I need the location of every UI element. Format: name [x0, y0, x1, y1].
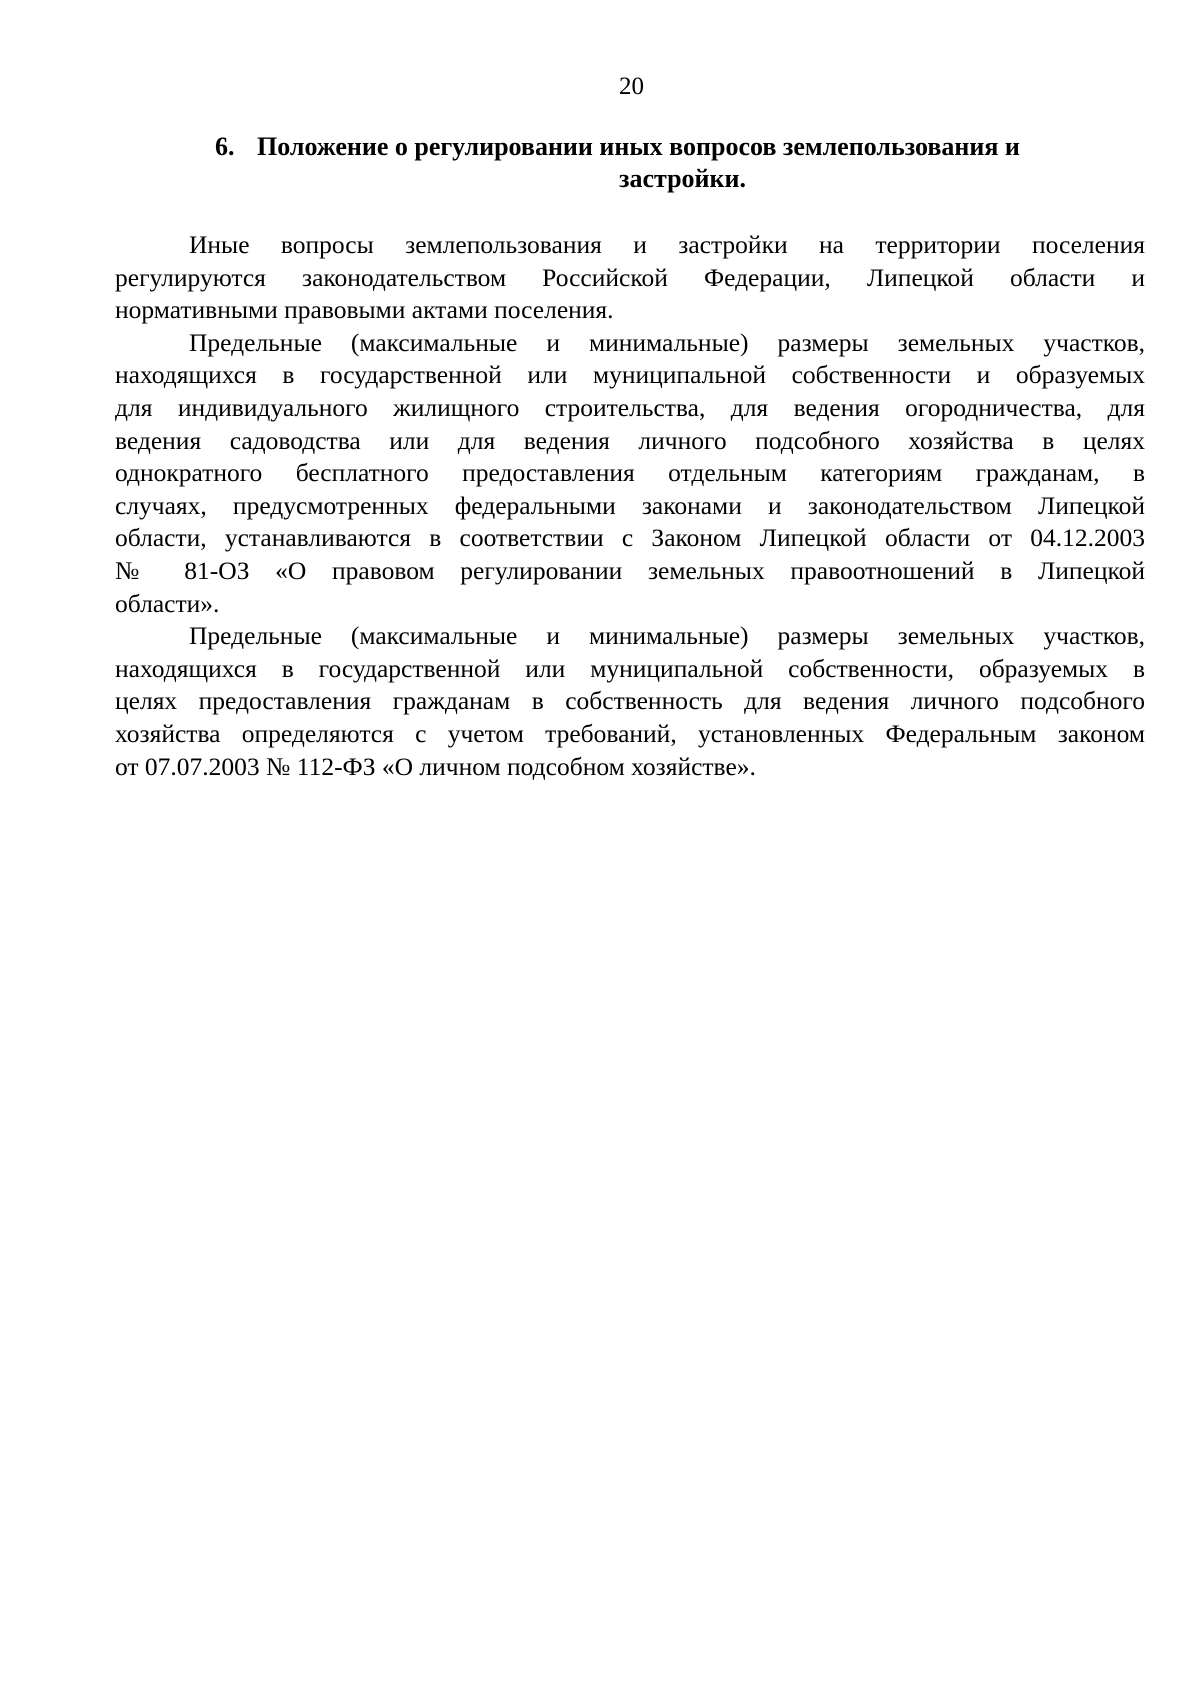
paragraph-line: Предельные (максимальные и минимальные) размеры земельных участков, — [189, 621, 1145, 651]
paragraph-line: Иные вопросы землепользования и застройки на территории поселения — [189, 230, 1145, 259]
paragraph-line: находящихся в государственной или муниципальной собственности и образуемых — [115, 360, 1145, 390]
paragraph-2 — [115, 327, 1145, 620]
body-text — [115, 229, 1145, 783]
section-number: 6. — [215, 132, 235, 161]
paragraph-line: находящихся в государственной или муниципальной собственности, образуемых в — [115, 653, 1145, 683]
paragraph-line: № 81-ОЗ «О правовом регулировании земельных правоотношений в Липецкой — [115, 555, 1145, 585]
section-heading-line-1 — [215, 131, 1115, 163]
paragraph-line: однократного бесплатного предоставления отдельным категориям гражданам, в — [115, 458, 1145, 488]
paragraph-line: случаях, предусмотренных федеральными законами и законодательством Липецкой — [115, 490, 1145, 520]
paragraph-line: для индивидуального жилищного строительства, для ведения огородничества, для — [115, 392, 1145, 422]
paragraph-line: хозяйства определяются с учетом требований, установленных Федеральным законом — [115, 718, 1145, 748]
section-title-part-1: Положение о регулировании иных вопросов землепользования и — [257, 132, 1020, 161]
section-title-part-2: застройки. — [619, 164, 746, 193]
paragraph-line: от 07.07.2003 № 112-ФЗ «О личном подсобном хозяйстве». — [115, 751, 756, 781]
paragraph-3 — [115, 620, 1145, 783]
paragraph-line: ведения садоводства или для ведения личного подсобного хозяйства в целях — [115, 425, 1145, 455]
section-heading — [215, 131, 1115, 195]
paragraph-1 — [115, 229, 1145, 327]
paragraph-line: целях предоставления гражданам в собственность для ведения личного подсобного — [115, 686, 1145, 716]
page-number: 20 — [619, 73, 644, 100]
paragraph-line: области, устанавливаются в соответствии с Законом Липецкой области от 04.12.2003 — [115, 523, 1145, 553]
paragraph-line: области». — [115, 588, 220, 618]
paragraph-line: нормативными правовыми актами поселения. — [115, 295, 614, 325]
paragraph-line: регулируются законодательством Российской Федерации, Липецкой области и — [115, 262, 1145, 292]
paragraph-line: Предельные (максимальные и минимальные) размеры земельных участков, — [189, 327, 1145, 357]
